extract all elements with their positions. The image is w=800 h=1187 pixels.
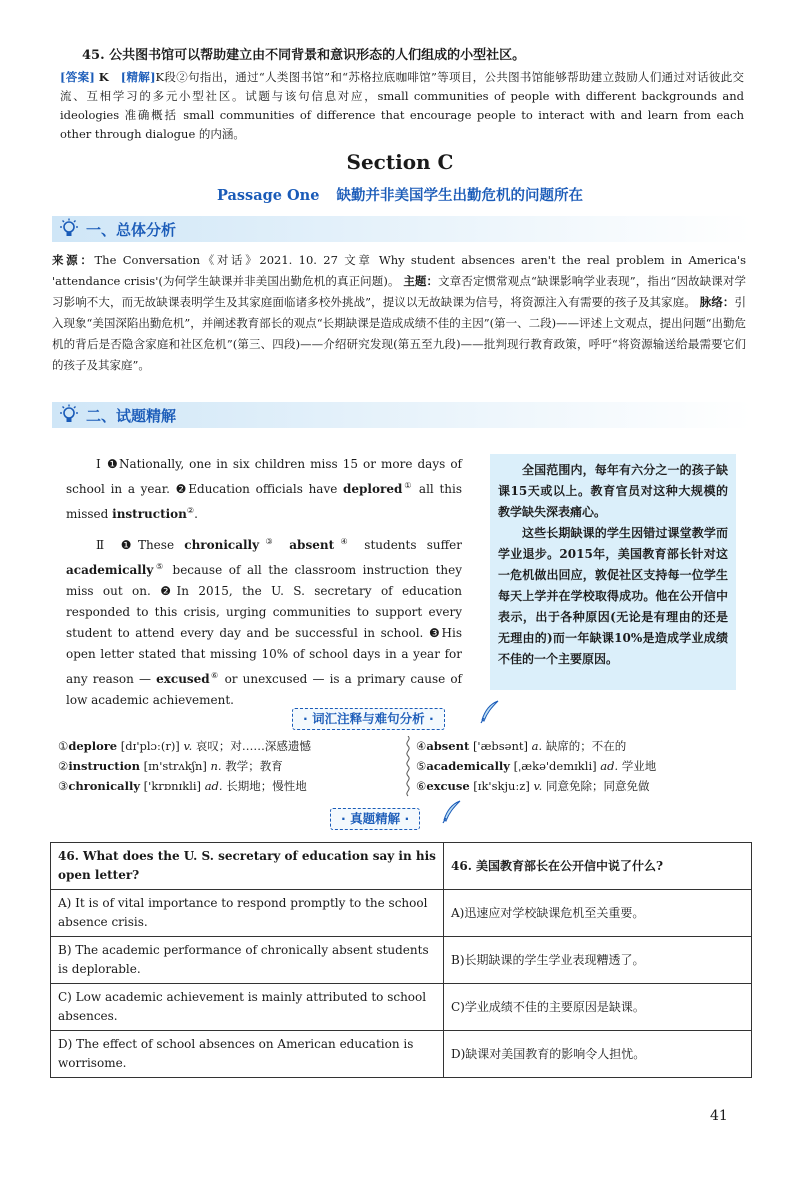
vocab-ref: ③ [259,537,280,546]
sentence-marker: ❷ [175,482,189,496]
vocab-section-title: · 词汇注释与难句分析 · [292,708,445,730]
vocab-ref: ⑤ [153,562,166,571]
translation-paragraph-2: 这些长期缺课的学生因错过课堂教学而学业退步。2015年，美国教育部长针对这一危机做出回应，敦促社区支持每一位学生每天上学并在学校取得成功。他在公开信中表示，出于各种原因(无论是有理由的还是无理由的)而一年缺课10%是造成学业成绩不佳的一个主要原因。 [498,526,728,666]
sentence: because of all the classroom instruction they miss out on. [66,563,463,598]
vocab-def: 缺席的；不在的 [545,739,627,753]
option-row [51,890,752,937]
source-label: 来源： [52,253,95,267]
vocab-pos: ad. [204,779,223,793]
question-english: 46. What does the U. S. secretary of education say in his open letter? [51,843,444,890]
vocab-word: chronically [68,779,141,793]
vocab-ref: ② [186,506,195,515]
vocab-num: ④ [416,739,427,753]
vocab-pos: a. [531,739,543,753]
vocab-word: absent [289,538,335,552]
translation-paragraph-1: 全国范围内，每年有六分之一的孩子缺课15天或以上。教育官员对这种大规模的教学缺失深表痛心。 [498,463,728,519]
paragraph-number: Ⅱ [96,538,111,552]
theme-label: 主题： [403,274,439,288]
vocab-word: academically [66,563,154,577]
paragraph-2 [66,531,462,711]
detail-band [52,402,752,428]
sentence-marker: ❶ [107,457,120,471]
vocab-pos: v. [533,779,543,793]
analysis-text: K段②句指出，通过“人类图书馆”和“苏格拉底咖啡馆”等项目，公共图书馆能够帮助建立鼓励人们通过对话彼此交流、互相学习的多元小型社区。试题与该句信息对应，small communities of people with different backgrounds and ideologies 准确概括 small communities of difference that encourage people to interact with and learn from each other through dialogue 的内涵。 [60,70,745,141]
option-row [51,984,752,1031]
vocab-word: instruction [112,507,187,521]
overview-text [52,250,746,376]
vocab-phonetic: [dɪ'plɔː(r)] [120,739,180,753]
sentence: In 2015, the U. S. secretary of education responded to this crisis, urging communities to support every student to attend every day and be successful in school. [66,584,462,640]
vocab-num: ⑤ [416,759,427,773]
question-chinese: 46. 美国教育部长在公开信中说了什么? [444,843,752,890]
passage-title: 缺勤并非美国学生出勤危机的问题所在 [336,187,583,204]
option-d-english: D) The effect of school absences on American education is worrisome. [51,1031,444,1078]
sentence: or unexcused — is a primary cause of low academic achievement. [66,672,462,707]
sentence-marker: ❸ [428,626,442,640]
overview-band-title: 一、总体分析 [86,221,177,239]
question-row [51,843,752,890]
sentence-marker: ❷ [160,584,177,598]
vocab-word: chronically [184,538,260,552]
option-c-chinese: C)学业成绩不佳的主要原因是缺课。 [444,984,752,1031]
vocab-pos: n. [210,759,222,773]
question-45-analysis [60,68,744,144]
structure-label: 脉络： [699,295,735,309]
passage-label: Passage One [216,187,320,204]
question-section-title: · 真题精解 · [330,808,420,830]
paragraph-1 [66,454,462,525]
option-a-chinese: A)迅速应对学校缺课危机至关重要。 [444,890,752,937]
vocab-phonetic: ['krɒnɪkli] [143,779,202,793]
source-text: The Conversation《对话》2021. 10. 27 文章 Why student absences aren't the real problem in America's 'attendance crisis'(为何学生缺课并非美国出勤危机的真正问题)。 [52,253,747,288]
answer-value: K [98,70,109,84]
vocab-item [58,736,388,756]
question-45: 45. 公共图书馆可以帮助建立由不同背景和意识形态的人们组成的小型社区。 [82,48,526,63]
vocab-def: 长期地；慢性地 [226,779,307,793]
vocab-item [416,736,746,756]
question-table [50,842,752,1078]
vocab-item [58,756,388,776]
vocab-def: 哀叹；对……深感遗憾 [195,739,311,753]
overview-band [52,216,752,242]
vocab-column-left [58,736,388,796]
spiral-divider-icon [404,736,412,798]
vocab-item [416,776,746,796]
vocab-num: ① [58,739,69,753]
vocab-word: excuse [426,779,470,793]
vocab-item [58,776,388,796]
vocab-ref: ① [402,481,414,490]
detail-band-title: 二、试题精解 [86,407,177,425]
passage-english [66,454,462,711]
vocab-num: ② [58,759,69,773]
vocab-word: absent [426,739,470,753]
vocab-pos: v. [183,739,193,753]
sentence: Education officials have [188,482,344,496]
vocab-word: deplore [68,739,118,753]
vocab-def: 学业地 [621,759,657,773]
sentence-marker: ❶ [120,538,138,552]
vocab-pos: ad. [600,759,619,773]
vocab-ref: ⑥ [209,671,220,680]
sentence: . [194,507,198,521]
option-row [51,1031,752,1078]
sentence: These [137,538,185,552]
section-title: Section C [346,150,454,174]
answer-tag: [答案] [60,70,95,84]
passage-heading [0,184,800,205]
quill-icon [478,700,500,724]
structure-text: 引入现象“美国深陷出勤危机”，并阐述教育部长的观点“长期缺课是造成成绩不佳的主因”(第一、二段)——评述上文观点，提出问题“出勤危机的背后是否隐含家庭和社区危机”(第三、四段)——介绍研究发现(第五至九段)——批判现行教育政策，呼吁“将资源输送给最需要它们的孩子及其家庭”。 [52,295,747,372]
option-a-english: A) It is of vital importance to respond promptly to the school absence crisis. [51,890,444,937]
vocab-num: ⑥ [416,779,427,793]
vocab-column-right [416,736,746,796]
vocab-def: 同意免除；同意免做 [545,779,650,793]
option-c-english: C) Low academic achievement is mainly attributed to school absences. [51,984,444,1031]
page-number: 41 [710,1108,728,1124]
passage-translation [490,454,736,690]
vocab-def: 教学；教育 [225,759,283,773]
vocab-word: academically [426,759,510,773]
lightbulb-icon [58,218,80,240]
vocab-word: excused [156,672,210,686]
quill-icon [440,800,462,824]
sentence: Nationally, one in six children miss 15 or more days of school in a year. [66,457,462,496]
vocab-word: instruction [68,759,140,773]
option-d-chinese: D)缺课对美国教育的影响令人担忧。 [444,1031,752,1078]
sentence: His open letter stated that missing 10% of school days in a year for any reason — [66,626,462,686]
analysis-tag: [精解] [120,70,156,84]
vocab-phonetic: [ɪk'skjuːz] [473,779,530,793]
option-b-english: B) The academic performance of chronically absent students is deplorable. [51,937,444,984]
vocab-phonetic: [ˌækə'demɪkli] [513,759,597,773]
sentence: students suffer [354,538,462,552]
vocab-phonetic: ['æbsənt] [472,739,528,753]
sentence: all this missed [66,482,462,521]
theme-text: 文章否定惯常观点“缺课影响学业表现”，指出“因故缺课对学习影响不大，而无故缺课表明学生及其家庭面临诸多校外挑战”，提议以无故缺课为信号，将资源注入有需要的孩子及其家庭。 [52,274,747,309]
option-b-chinese: B)长期缺课的学生学业表现糟透了。 [444,937,752,984]
vocab-phonetic: [ɪn'strʌkʃn] [143,759,207,773]
vocab-num: ③ [58,779,69,793]
vocab-item [416,756,746,776]
option-row [51,937,752,984]
lightbulb-icon [58,404,80,426]
vocab-word: deplored [343,482,403,496]
paragraph-number: Ⅰ [96,457,102,471]
vocab-ref: ④ [334,537,355,546]
